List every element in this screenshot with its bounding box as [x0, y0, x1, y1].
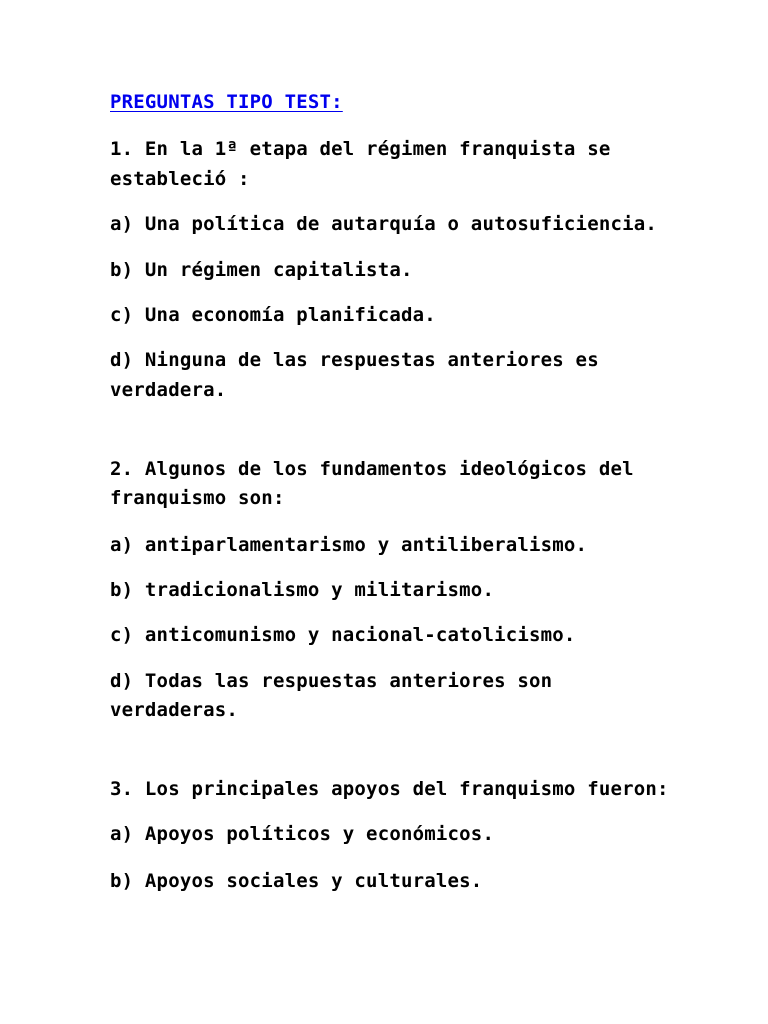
- question-1-option-b: b) Un régimen capitalista.: [110, 259, 413, 281]
- question-2-option-d-line-2: verdaderas.: [110, 699, 239, 721]
- page-title: PREGUNTAS TIPO TEST:: [110, 91, 343, 113]
- question-2-option-b: b) tradicionalismo y militarismo.: [110, 579, 495, 601]
- question-2-option-c: c) anticomunismo y nacional-catolicismo.: [110, 624, 576, 646]
- question-2-stem-line-2: franquismo son:: [110, 487, 285, 509]
- question-1-option-c: c) Una economía planificada.: [110, 304, 436, 326]
- question-3-option-b: b) Apoyos sociales y culturales.: [110, 870, 483, 892]
- question-2-option-a: a) antiparlamentarismo y antiliberalismo.: [110, 534, 588, 556]
- question-1-option-d-line-1: d) Ninguna de las respuestas anteriores es: [110, 349, 599, 371]
- question-1-option-d-line-2: verdadera.: [110, 379, 227, 401]
- question-2-option-d-line-1: d) Todas las respuestas anteriores son: [110, 670, 553, 692]
- question-2-stem-line-1: 2. Algunos de los fundamentos ideológicos del: [110, 458, 634, 480]
- question-1-stem-line-1: 1. En la 1ª etapa del régimen franquista se: [110, 138, 611, 160]
- question-3-stem-line-1: 3. Los principales apoyos del franquismo fueron:: [110, 778, 669, 800]
- question-3-option-a: a) Apoyos políticos y económicos.: [110, 823, 495, 845]
- question-1-stem-line-2: estableció :: [110, 168, 250, 190]
- question-1-option-a: a) Una política de autarquía o autosuficiencia.: [110, 213, 658, 235]
